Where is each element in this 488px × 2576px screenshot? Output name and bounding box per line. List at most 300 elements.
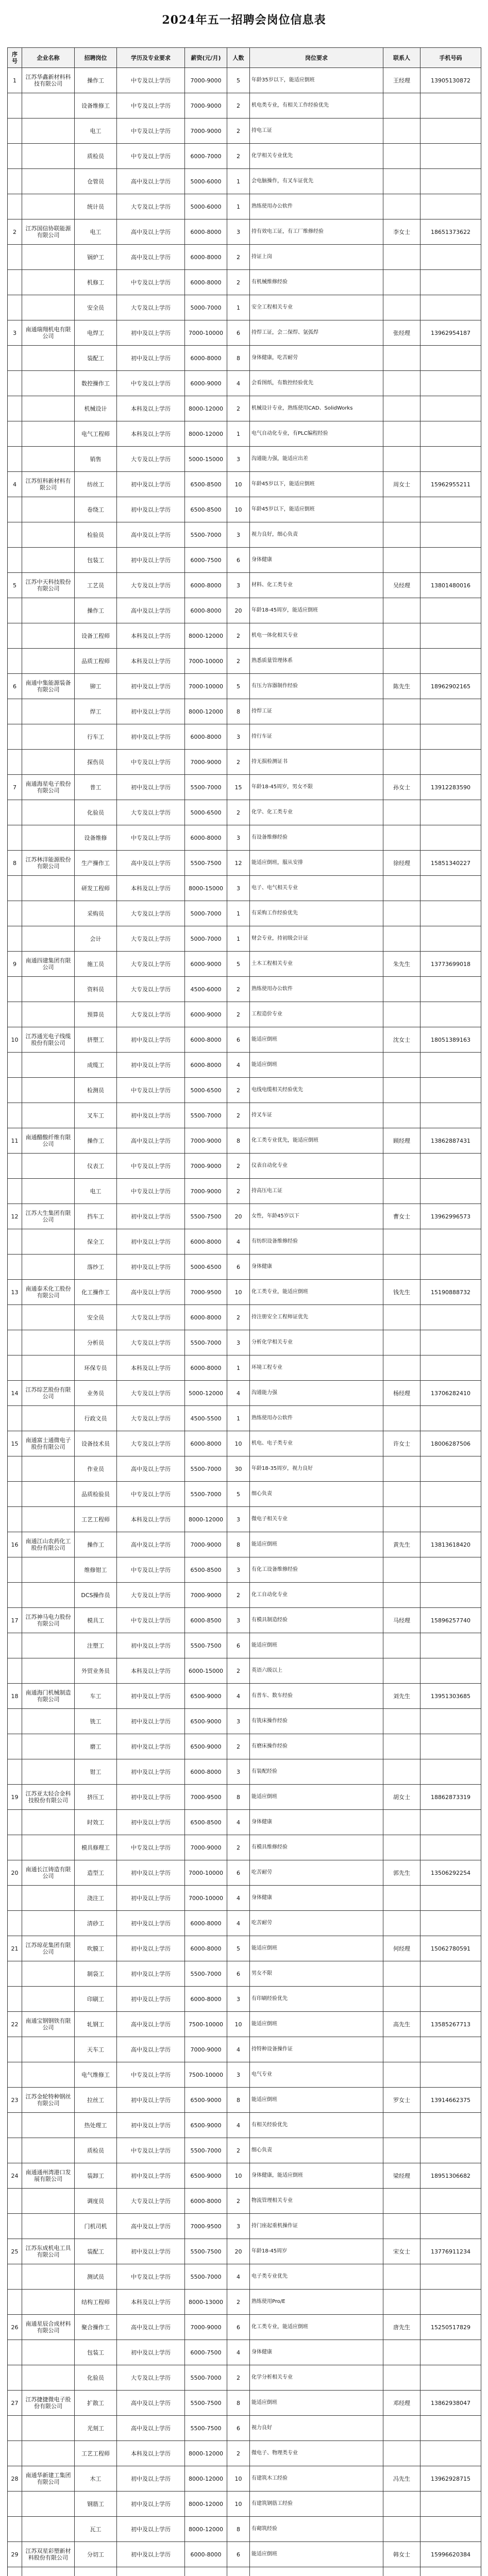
table-row <box>8 2567 481 2576</box>
table-row <box>8 1406 481 1431</box>
cell-count: 5 <box>227 68 250 93</box>
cell-edu: 大专及以上学历 <box>117 952 185 977</box>
cell-post: 工艺工程师 <box>75 2441 117 2466</box>
cell-post: 铣工 <box>75 1709 117 1734</box>
cell-company <box>22 699 75 724</box>
cell-phone: 15996620384 <box>420 2542 481 2567</box>
cell-salary: 7000-9000 <box>185 1179 227 1204</box>
table-row <box>8 522 481 548</box>
cell-count: 10 <box>227 1431 250 1456</box>
table-row <box>8 1381 481 1406</box>
cell-contact: 张经理 <box>383 320 420 346</box>
cell-phone: 13905130872 <box>420 68 481 93</box>
table-row <box>8 1154 481 1179</box>
cell-requirements: 有化工设备维修经验 <box>250 1557 383 1583</box>
cell-no <box>8 750 22 775</box>
cell-post: 制袋工 <box>75 1961 117 1987</box>
cell-edu: 初中及以上学历 <box>117 1911 185 1936</box>
table-row <box>8 573 481 598</box>
cell-requirements: 有普车、数车经验 <box>250 1684 383 1709</box>
cell-post: 电工 <box>75 118 117 144</box>
cell-requirements: 年龄35岁以下，能适应倒班 <box>250 68 383 93</box>
cell-contact: 陈先生 <box>383 674 420 699</box>
cell-edu: 初中及以上学历 <box>117 2492 185 2517</box>
cell-count: 6 <box>227 548 250 573</box>
cell-no <box>8 2113 22 2138</box>
table-row <box>8 169 481 194</box>
cell-no: 28 <box>8 2466 22 2492</box>
cell-salary <box>185 2567 227 2576</box>
cell-no: 26 <box>8 2315 22 2340</box>
cell-company <box>22 118 75 144</box>
cell-salary: 6500-9000 <box>185 1709 227 1734</box>
cell-company: 南通通州湾港口发展有限公司 <box>22 2163 75 2189</box>
cell-requirements: 持证上岗 <box>250 245 383 270</box>
cell-contact <box>383 1810 420 1835</box>
cell-company: 江苏林洋能源股份有限公司 <box>22 851 75 876</box>
cell-no <box>8 2340 22 2365</box>
cell-phone <box>420 2138 481 2163</box>
cell-phone <box>420 750 481 775</box>
cell-contact: 曹女士 <box>383 1204 420 1229</box>
cell-salary: 6000-8000 <box>185 1305 227 1330</box>
cell-phone <box>420 295 481 320</box>
cell-no: 3 <box>8 320 22 346</box>
cell-requirements: 电线电缆相关经验优先 <box>250 1078 383 1103</box>
cell-post: 电工 <box>75 1179 117 1204</box>
cell-post: 预算员 <box>75 1002 117 1027</box>
cell-phone <box>420 800 481 825</box>
cell-company <box>22 2037 75 2062</box>
cell-phone <box>420 1835 481 1860</box>
cell-count: 8 <box>227 1532 250 1557</box>
cell-edu: 初中及以上学历 <box>117 1936 185 1961</box>
cell-contact <box>383 1355 420 1381</box>
table-header <box>8 48 481 68</box>
cell-count: 3 <box>227 219 250 245</box>
table-row <box>8 876 481 901</box>
cell-post: 设备技术员 <box>75 1431 117 1456</box>
page-title: 2024年五一招聘会岗位信息表 <box>162 13 326 27</box>
cell-no: 13 <box>8 1280 22 1305</box>
cell-company <box>22 270 75 295</box>
cell-count: 2 <box>227 1658 250 1684</box>
cell-count: 5 <box>227 674 250 699</box>
table-row <box>8 1280 481 1305</box>
table-row <box>8 1734 481 1759</box>
cell-no <box>8 1911 22 1936</box>
cell-no: 17 <box>8 1608 22 1633</box>
cell-edu: 初中及以上学历 <box>117 1255 185 1280</box>
cell-contact <box>383 169 420 194</box>
cell-company <box>22 2264 75 2290</box>
cell-contact <box>383 2441 420 2466</box>
cell-requirements: 有模具制造经验 <box>250 1608 383 1633</box>
cell-edu: 大专及以上学历 <box>117 573 185 598</box>
cell-phone <box>420 1759 481 1785</box>
cell-edu: 初中及以上学历 <box>117 2163 185 2189</box>
cell-count: 6 <box>227 2315 250 2340</box>
cell-company <box>22 977 75 1002</box>
cell-phone <box>420 1179 481 1204</box>
cell-no: 20 <box>8 1860 22 1886</box>
cell-phone <box>420 977 481 1002</box>
cell-salary: 8000-12000 <box>185 699 227 724</box>
cell-requirements: 持无损检测证书 <box>250 750 383 775</box>
cell-company: 江苏大生集团有限公司 <box>22 1204 75 1229</box>
cell-company <box>22 1078 75 1103</box>
cell-count: 10 <box>227 2163 250 2189</box>
cell-contact <box>383 1709 420 1734</box>
cell-edu: 初中及以上学历 <box>117 1204 185 1229</box>
cell-phone: 18862873319 <box>420 1785 481 1810</box>
cell-requirements: 有建筑木工经验 <box>250 2466 383 2492</box>
cell-post: 天车工 <box>75 2037 117 2062</box>
cell-phone <box>420 2365 481 2391</box>
table-row <box>8 775 481 800</box>
cell-contact: 韩女士 <box>383 2542 420 2567</box>
cell-count: 4 <box>227 1053 250 1078</box>
cell-salary: 5000-6500 <box>185 800 227 825</box>
cell-requirements: 有装配经验 <box>250 1759 383 1785</box>
cell-contact <box>383 1633 420 1658</box>
job-table <box>7 47 481 2576</box>
cell-no <box>8 1759 22 1785</box>
cell-phone <box>420 598 481 623</box>
cell-no <box>8 1355 22 1381</box>
table-row <box>8 649 481 674</box>
table-row <box>8 1886 481 1911</box>
cell-company: 南通星辰合成材料有限公司 <box>22 2315 75 2340</box>
col-company: 企业名称 <box>22 48 75 68</box>
cell-post: 仪表工 <box>75 1154 117 1179</box>
cell-contact <box>383 295 420 320</box>
col-phone: 手机号码 <box>420 48 481 68</box>
cell-edu: 本科及以上学历 <box>117 1507 185 1532</box>
cell-requirements: 有相关经验优先 <box>250 2113 383 2138</box>
cell-no <box>8 1734 22 1759</box>
cell-no <box>8 1583 22 1608</box>
cell-contact <box>383 1330 420 1355</box>
cell-requirements: 能适应倒班，服从安排 <box>250 851 383 876</box>
cell-company: 南通江山农药化工股份有限公司 <box>22 1532 75 1557</box>
table-row <box>8 2517 481 2542</box>
cell-company: 南通醋酸纤维有限公司 <box>22 1128 75 1154</box>
cell-contact <box>383 396 420 421</box>
cell-count: 4 <box>227 2037 250 2062</box>
cell-no <box>8 2138 22 2163</box>
cell-no <box>8 1886 22 1911</box>
cell-count <box>227 2567 250 2576</box>
cell-post: 瓦工 <box>75 2517 117 2542</box>
cell-phone <box>420 1911 481 1936</box>
cell-count: 2 <box>227 93 250 118</box>
cell-requirements: 有设备维修经验 <box>250 825 383 851</box>
cell-post: 装配工 <box>75 346 117 371</box>
cell-salary: 4500-5500 <box>185 1406 227 1431</box>
cell-count: 2 <box>227 1103 250 1128</box>
cell-company <box>22 1835 75 1860</box>
cell-salary: 5500-7000 <box>185 1103 227 1128</box>
cell-count: 3 <box>227 1507 250 1532</box>
cell-edu: 初中及以上学历 <box>117 1027 185 1053</box>
cell-requirements: 有磨床操作经验 <box>250 1734 383 1759</box>
table-row <box>8 1557 481 1583</box>
cell-edu: 初中及以上学历 <box>117 548 185 573</box>
cell-count: 6 <box>227 1027 250 1053</box>
table-row <box>8 1027 481 1053</box>
cell-no <box>8 1482 22 1507</box>
cell-post: 安全员 <box>75 295 117 320</box>
cell-no: 14 <box>8 1381 22 1406</box>
cell-company <box>22 1633 75 1658</box>
cell-requirements: 熟练使用Pro/E <box>250 2290 383 2315</box>
cell-company <box>22 144 75 169</box>
table-row <box>8 1835 481 1860</box>
cell-phone: 15190888732 <box>420 1280 481 1305</box>
cell-company <box>22 649 75 674</box>
cell-edu: 大专及以上学历 <box>117 901 185 926</box>
table-row <box>8 1204 481 1229</box>
cell-salary: 5500-7500 <box>185 1204 227 1229</box>
cell-requirements: 持注册安全工程师证优先 <box>250 1305 383 1330</box>
cell-salary: 6000-7000 <box>185 144 227 169</box>
cell-salary: 7000-9000 <box>185 2037 227 2062</box>
cell-phone <box>420 447 481 472</box>
cell-no <box>8 1255 22 1280</box>
cell-contact: 罗女士 <box>383 2088 420 2113</box>
cell-no <box>8 497 22 522</box>
cell-phone: 13962996573 <box>420 1204 481 1229</box>
cell-post: 普工 <box>75 775 117 800</box>
cell-company <box>22 1154 75 1179</box>
table-row <box>8 144 481 169</box>
cell-contact <box>383 1583 420 1608</box>
cell-post: 维修钳工 <box>75 1557 117 1583</box>
cell-company: 江苏金轮特种钢丝有限公司 <box>22 2088 75 2113</box>
cell-post: 分切工 <box>75 2542 117 2567</box>
table-row <box>8 472 481 497</box>
cell-count: 6 <box>227 2416 250 2441</box>
cell-company: 南通泰禾化工股份有限公司 <box>22 1280 75 1305</box>
cell-company: 江苏中天科技股份有限公司 <box>22 573 75 598</box>
cell-count: 1 <box>227 194 250 219</box>
table-row <box>8 2466 481 2492</box>
cell-salary: 6000-8000 <box>185 2189 227 2214</box>
cell-phone <box>420 1330 481 1355</box>
cell-count: 2 <box>227 1078 250 1103</box>
cell-salary: 7000-9000 <box>185 118 227 144</box>
table-row <box>8 1709 481 1734</box>
table-row <box>8 295 481 320</box>
table-row <box>8 2214 481 2239</box>
cell-post: 木工 <box>75 2466 117 2492</box>
cell-salary: 8000-12000 <box>185 2492 227 2517</box>
cell-requirements: 化工类专业，能适应倒班 <box>250 1280 383 1305</box>
table-row <box>8 1608 481 1633</box>
cell-phone <box>420 2189 481 2214</box>
cell-requirements: 持电工证 <box>250 118 383 144</box>
cell-no: 12 <box>8 1204 22 1229</box>
cell-company <box>22 396 75 421</box>
cell-post: 操作工 <box>75 598 117 623</box>
cell-phone <box>420 1002 481 1027</box>
cell-company: 南通中集能源装备有限公司 <box>22 674 75 699</box>
cell-post: 浇注工 <box>75 1886 117 1911</box>
cell-company <box>22 1658 75 1684</box>
cell-company <box>22 1002 75 1027</box>
cell-contact <box>383 1987 420 2012</box>
cell-no <box>8 1053 22 1078</box>
cell-count: 4 <box>227 1229 250 1255</box>
cell-salary: 5000-6500 <box>185 1078 227 1103</box>
cell-count: 6 <box>227 1860 250 1886</box>
cell-company <box>22 1179 75 1204</box>
cell-salary: 5500-7000 <box>185 1482 227 1507</box>
cell-company: 南通海门机械制造有限公司 <box>22 1684 75 1709</box>
cell-count: 2 <box>227 2290 250 2315</box>
cell-salary: 6000-8000 <box>185 1431 227 1456</box>
cell-requirements: 持特种设备操作证 <box>250 2037 383 2062</box>
cell-phone <box>420 2264 481 2290</box>
cell-count: 2 <box>227 2189 250 2214</box>
cell-post: 车工 <box>75 1684 117 1709</box>
cell-salary: 7000-9000 <box>185 1835 227 1860</box>
cell-company <box>22 169 75 194</box>
cell-no <box>8 1507 22 1532</box>
cell-contact <box>383 1961 420 1987</box>
table-row <box>8 623 481 649</box>
cell-post: 聚合操作工 <box>75 2315 117 2340</box>
cell-no: 5 <box>8 573 22 598</box>
cell-company <box>22 825 75 851</box>
cell-edu: 初中及以上学历 <box>117 1810 185 1835</box>
cell-contact: 郭先生 <box>383 1860 420 1886</box>
cell-company: 南通富士通微电子股份有限公司 <box>22 1431 75 1456</box>
cell-count: 6 <box>227 2542 250 2567</box>
col-salary: 薪资(元/月) <box>185 48 227 68</box>
cell-company <box>22 2567 75 2576</box>
cell-salary: 6000-9000 <box>185 371 227 396</box>
cell-contact: 黄先生 <box>383 1532 420 1557</box>
cell-contact <box>383 699 420 724</box>
cell-post: 清砂工 <box>75 1911 117 1936</box>
cell-no <box>8 1305 22 1330</box>
table-row <box>8 2037 481 2062</box>
cell-phone <box>420 1053 481 1078</box>
cell-contact: 唐先生 <box>383 2315 420 2340</box>
cell-count: 3 <box>227 1759 250 1785</box>
cell-contact <box>383 144 420 169</box>
cell-post: 外贸业务员 <box>75 1658 117 1684</box>
cell-no <box>8 245 22 270</box>
cell-contact <box>383 1154 420 1179</box>
cell-company <box>22 194 75 219</box>
cell-salary: 6000-7500 <box>185 2340 227 2365</box>
cell-edu: 大专及以上学历 <box>117 2365 185 2391</box>
cell-salary: 6000-8000 <box>185 1987 227 2012</box>
cell-edu: 初中及以上学历 <box>117 775 185 800</box>
cell-salary: 6000-8000 <box>185 1936 227 1961</box>
cell-post: 模具工 <box>75 1608 117 1633</box>
cell-requirements: 女性，年龄45岁以下 <box>250 1204 383 1229</box>
cell-no <box>8 926 22 952</box>
cell-post: 分析员 <box>75 1330 117 1355</box>
cell-requirements: 英语六级以上 <box>250 1658 383 1684</box>
cell-phone: 13506292254 <box>420 1860 481 1886</box>
cell-company: 江苏琼花集团有限公司 <box>22 1936 75 1961</box>
cell-phone <box>420 1482 481 1507</box>
cell-salary: 5500-7500 <box>185 2391 227 2416</box>
cell-company <box>22 1330 75 1355</box>
cell-contact: 李女士 <box>383 219 420 245</box>
cell-contact <box>383 1406 420 1431</box>
cell-contact <box>383 1759 420 1785</box>
cell-edu: 中专及以上学历 <box>117 93 185 118</box>
table-row <box>8 1229 481 1255</box>
cell-no <box>8 649 22 674</box>
cell-phone <box>420 2113 481 2138</box>
cell-phone <box>420 1810 481 1835</box>
table-row <box>8 2012 481 2037</box>
cell-no <box>8 2365 22 2391</box>
cell-no: 22 <box>8 2012 22 2037</box>
cell-contact <box>383 1482 420 1507</box>
cell-count: 3 <box>227 2214 250 2239</box>
cell-salary: 6000-8000 <box>185 1229 227 1255</box>
cell-company <box>22 522 75 548</box>
cell-contact <box>383 522 420 548</box>
cell-phone <box>420 2441 481 2466</box>
cell-contact <box>383 2214 420 2239</box>
table-row <box>8 1305 481 1330</box>
cell-company <box>22 421 75 447</box>
cell-phone: 18051389163 <box>420 1027 481 1053</box>
cell-edu: 本科及以上学历 <box>117 396 185 421</box>
cell-contact <box>383 2138 420 2163</box>
cell-post: 卷绕工 <box>75 497 117 522</box>
cell-count: 3 <box>227 876 250 901</box>
cell-phone: 13801480016 <box>420 573 481 598</box>
cell-phone: 13776911234 <box>420 2239 481 2264</box>
table-row <box>8 1633 481 1658</box>
cell-company <box>22 2416 75 2441</box>
cell-requirements: 身体健康 <box>250 1886 383 1911</box>
cell-salary: 6000-8500 <box>185 1608 227 1633</box>
cell-requirements: 持焊工证，会二保焊、氩弧焊 <box>250 320 383 346</box>
cell-company <box>22 497 75 522</box>
table-row <box>8 1355 481 1381</box>
cell-requirements: 电子类专业优先 <box>250 2264 383 2290</box>
cell-no <box>8 447 22 472</box>
cell-salary: 7000-9000 <box>185 2315 227 2340</box>
cell-phone <box>420 346 481 371</box>
cell-contact <box>383 1557 420 1583</box>
table-row <box>8 1785 481 1810</box>
table-row <box>8 1103 481 1128</box>
cell-count: 10 <box>227 2012 250 2037</box>
cell-edu: 大专及以上学历 <box>117 926 185 952</box>
cell-contact: 梁经理 <box>383 2163 420 2189</box>
table-row <box>8 1330 481 1355</box>
cell-company <box>22 1583 75 1608</box>
cell-requirements: 熟练使用办公软件 <box>250 1406 383 1431</box>
cell-requirements: 持高压电工证 <box>250 1179 383 1204</box>
cell-company <box>22 2517 75 2542</box>
cell-contact <box>383 750 420 775</box>
cell-contact <box>383 93 420 118</box>
cell-post: 统计员 <box>75 194 117 219</box>
